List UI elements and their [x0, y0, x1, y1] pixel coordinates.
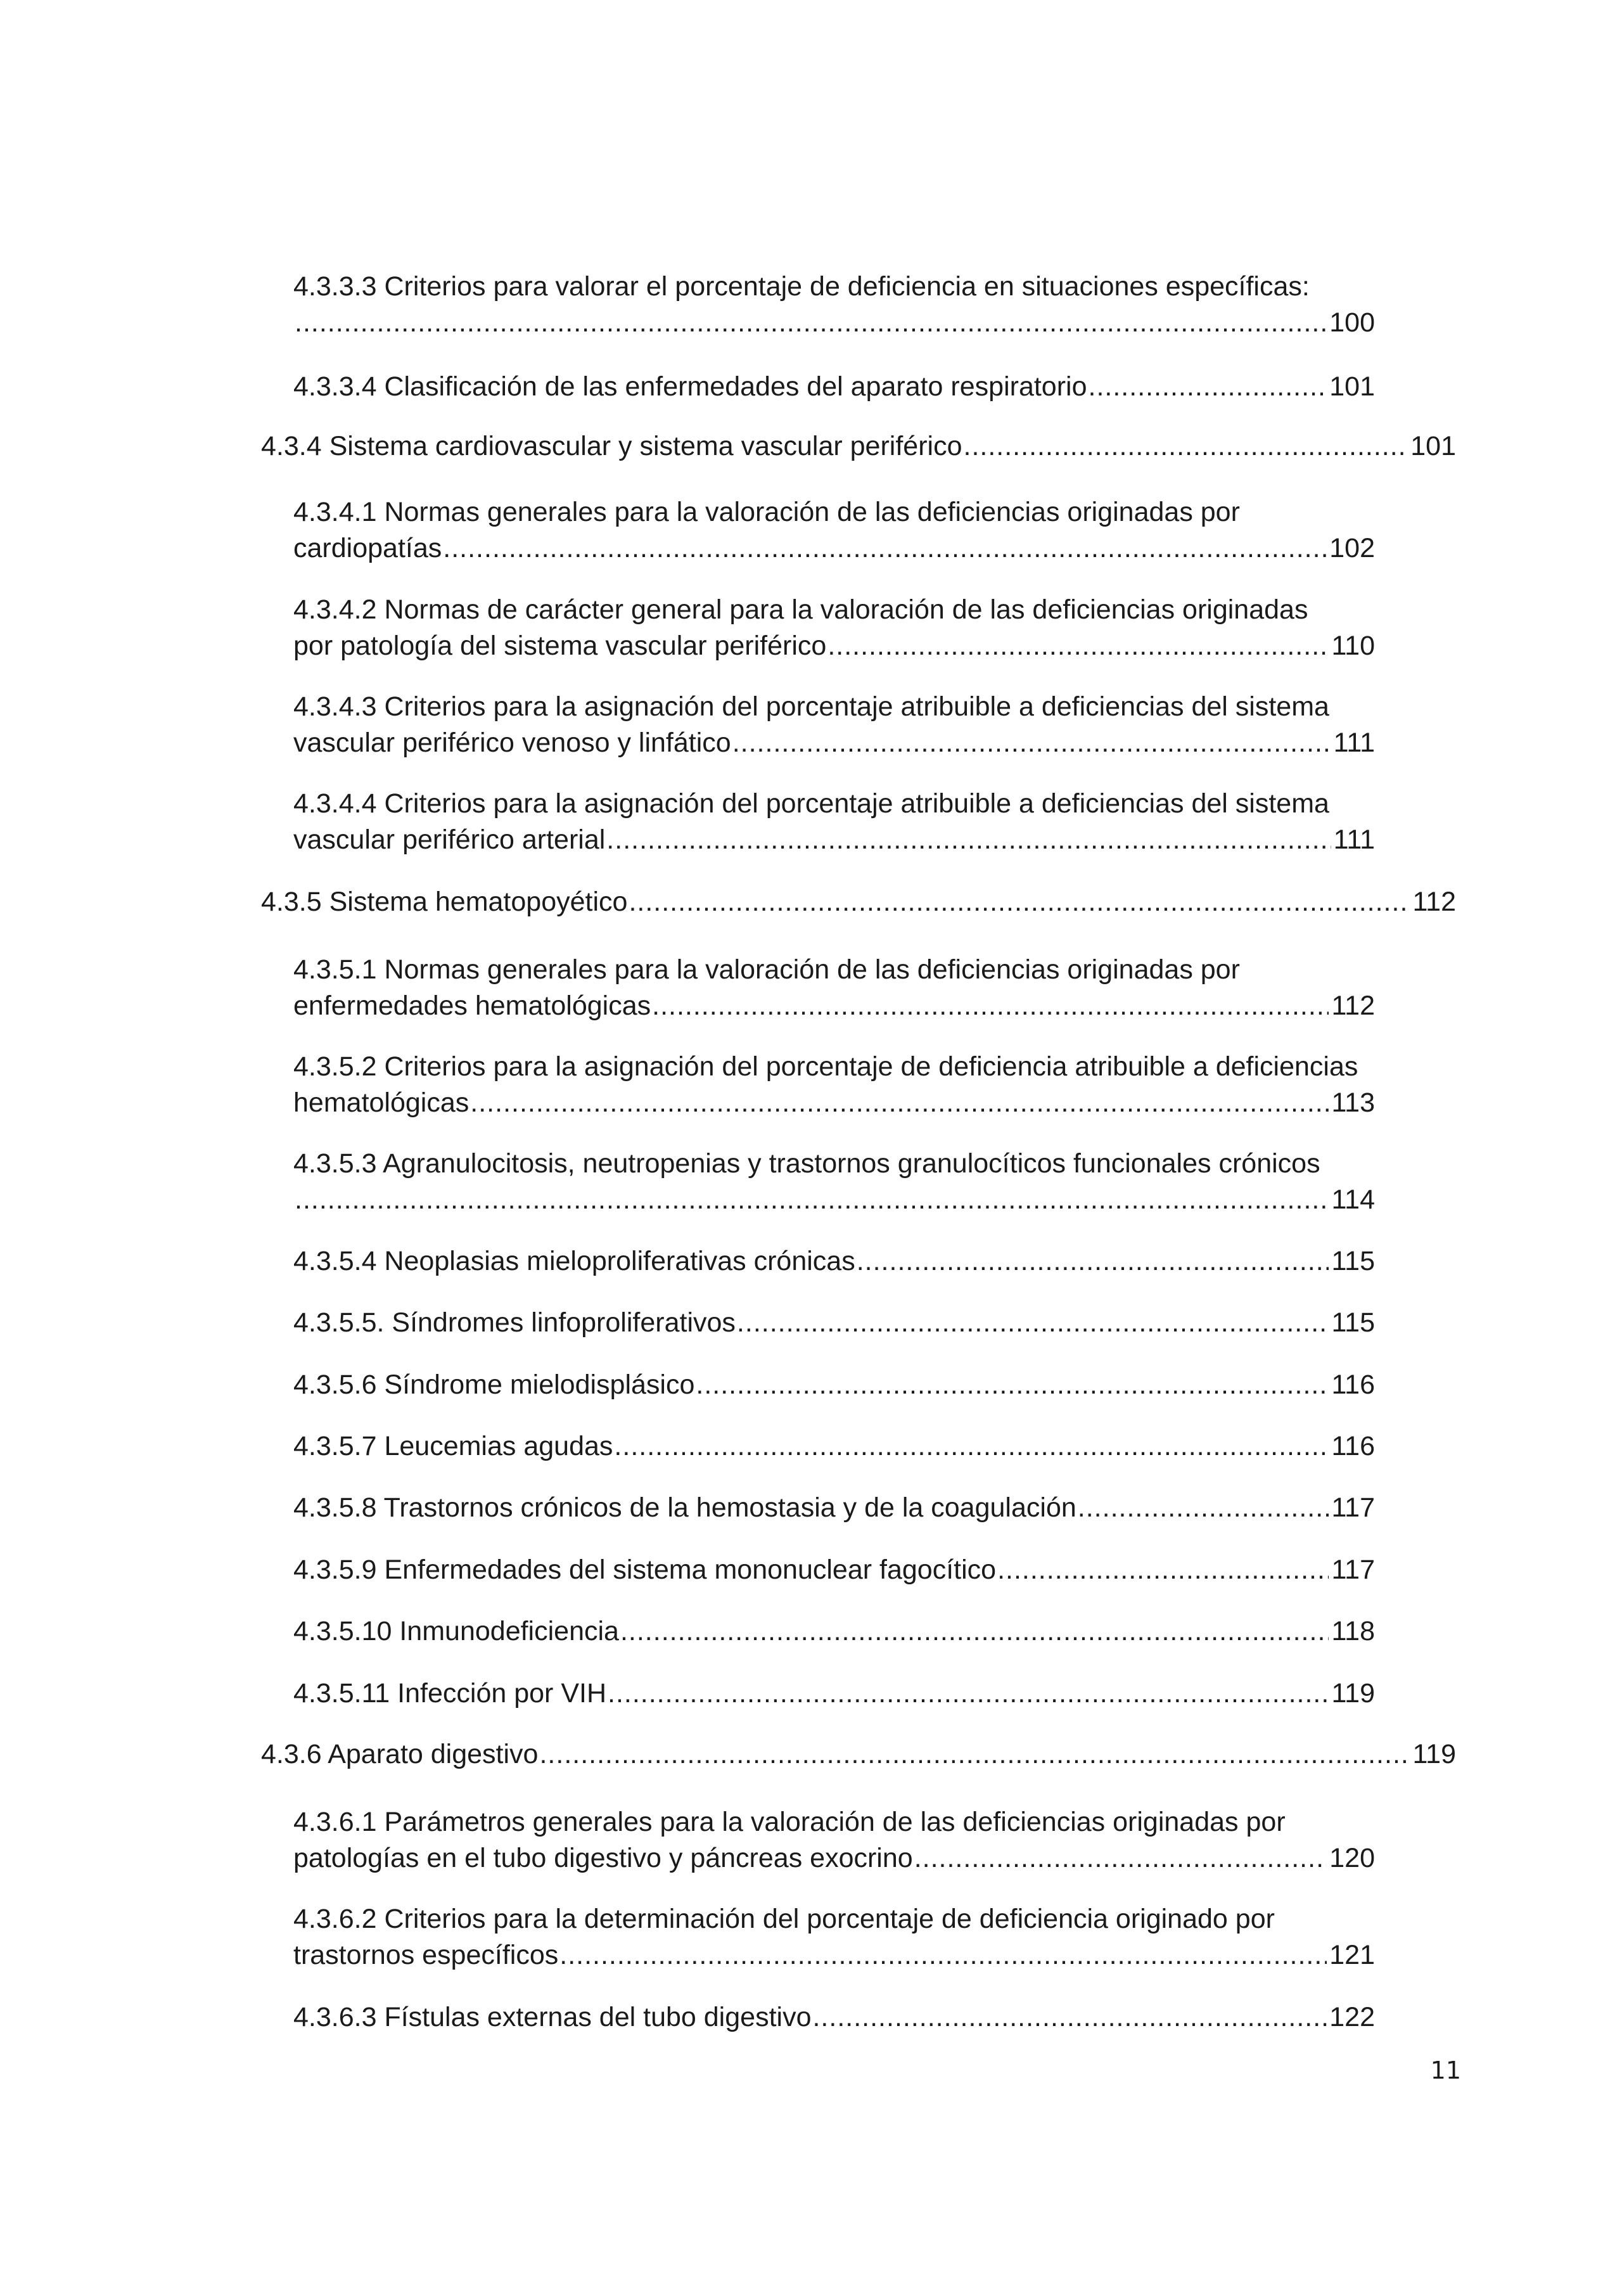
dot-leader	[608, 1676, 1329, 1712]
toc-entry	[293, 1999, 1375, 2036]
toc-page-number: 110	[1331, 631, 1375, 661]
dot-leader	[629, 884, 1410, 920]
dot-leader	[470, 1085, 1329, 1121]
toc-page-number: 118	[1331, 1616, 1375, 1646]
toc-page-number: 102	[1329, 533, 1375, 563]
toc-entry-title: vascular periférico venoso y linfático	[293, 728, 731, 758]
toc-entry	[293, 269, 1375, 341]
toc-entry-title: hematológicas	[293, 1087, 469, 1118]
toc-page-number: 122	[1329, 2002, 1375, 2032]
toc-entry-title: enfermedades hematológicas	[293, 991, 651, 1021]
dot-leader	[539, 1736, 1410, 1773]
toc-entry	[293, 1367, 1375, 1403]
toc-entry-title-line: 4.3.3.3 Criterios para valorar el porcentaje de deficiencia en situaciones específicas:	[293, 271, 1310, 302]
toc-page-number: 111	[1333, 824, 1375, 855]
dot-leader	[696, 1367, 1329, 1403]
toc-page-number: 114	[1331, 1184, 1375, 1215]
toc-entry-title-line: 4.3.4.3 Criterios para la asignación del porcentaje atribuible a deficiencias del sistema	[293, 691, 1329, 722]
dot-leader	[443, 530, 1327, 567]
toc-entry	[293, 1552, 1375, 1588]
toc-page-number: 112	[1331, 991, 1375, 1021]
toc-page-number: 119	[1412, 1739, 1456, 1769]
dot-leader	[812, 1999, 1327, 2036]
toc-page-number: 120	[1329, 1843, 1375, 1873]
toc-entry-title: 4.3.5 Sistema hematopoyético	[261, 887, 628, 917]
dot-leader	[559, 1937, 1327, 1973]
toc-entry-title: 4.3.5.10 Inmunodeficiencia	[293, 1616, 619, 1646]
toc-page-number: 117	[1331, 1492, 1375, 1523]
dot-leader	[827, 628, 1329, 664]
toc-entry-title-line: 4.3.6.2 Criterios para la determinación del porcentaje de deficiencia originado por	[293, 1904, 1275, 1934]
toc-page-number: 101	[1329, 371, 1375, 402]
toc-page-number: 119	[1331, 1678, 1375, 1709]
toc-entry	[293, 1490, 1375, 1526]
dot-leader	[620, 1613, 1329, 1650]
toc-page-number: 112	[1412, 887, 1456, 917]
toc-page-number: 115	[1331, 1307, 1375, 1338]
toc-entry-title-line: 4.3.5.1 Normas generales para la valoración de las deficiencias originadas por	[293, 954, 1240, 985]
toc-entry-title: 4.3.5.7 Leucemias agudas	[293, 1431, 613, 1461]
dot-leader	[614, 1428, 1329, 1465]
toc-entry-title: 4.3.5.5. Síndromes linfoproliferativos	[293, 1307, 736, 1338]
toc-entry-title: patologías en el tubo digestivo y páncreas exocrino	[293, 1843, 913, 1873]
toc-entry-title-line: 4.3.6.1 Parámetros generales para la valoración de las deficiencias originadas por	[293, 1807, 1286, 1837]
toc-entry-title-line: 4.3.4.2 Normas de carácter general para la valoración de las deficiencias originadas	[293, 594, 1308, 625]
toc-entry	[293, 1146, 1375, 1218]
toc-page-number: 116	[1331, 1431, 1375, 1461]
toc-entry-title: 4.3.6 Aparato digestivo	[261, 1739, 539, 1769]
toc-entry-title: 4.3.5.8 Trastornos crónicos de la hemostasia y de la coagulación	[293, 1492, 1076, 1523]
toc-entry-title-line: 4.3.5.2 Criterios para la asignación del porcentaje de deficiencia atribuible a deficiencias	[293, 1051, 1358, 1082]
toc-entry-title: trastornos específicos	[293, 1940, 559, 1970]
toc-entry-title: 4.3.4 Sistema cardiovascular y sistema vascular periférico	[261, 431, 962, 461]
toc-entry-title: 4.3.5.11 Infección por VIH	[293, 1678, 606, 1709]
toc-entry	[293, 369, 1375, 405]
toc-entry	[293, 689, 1375, 761]
toc-entry-title: cardiopatías	[293, 533, 442, 563]
dot-leader	[964, 428, 1408, 465]
toc-entry-title-line: 4.3.4.1 Normas generales para la valoración de las deficiencias originadas por	[293, 497, 1240, 527]
toc-entry	[293, 952, 1375, 1024]
toc-entry	[293, 592, 1375, 664]
toc-page-number: 115	[1331, 1246, 1375, 1276]
page-number: 11	[1430, 2056, 1461, 2084]
toc-entry	[293, 1901, 1375, 1973]
toc-entry-title: por patología del sistema vascular periférico	[293, 631, 827, 661]
toc-entry	[261, 428, 1456, 465]
dot-leader	[606, 822, 1331, 858]
toc-entry	[293, 786, 1375, 858]
toc-entry-title-line: 4.3.4.4 Criterios para la asignación del porcentaje atribuible a deficiencias del sistema	[293, 788, 1329, 819]
toc-page-number: 101	[1410, 431, 1456, 461]
toc-entry	[293, 1049, 1375, 1121]
toc-page-number: 111	[1333, 728, 1375, 758]
dot-leader	[1078, 1490, 1329, 1526]
toc-entry	[293, 1243, 1375, 1279]
toc-entry	[293, 1305, 1375, 1341]
toc-entry-title: 4.3.3.4 Clasificación de las enfermedades del aparato respiratorio	[293, 371, 1087, 402]
toc-page-number: 117	[1331, 1555, 1375, 1585]
toc-entry	[293, 494, 1375, 567]
dot-leader	[737, 1305, 1329, 1341]
toc-page-number: 121	[1329, 1940, 1375, 1970]
dot-leader	[732, 725, 1331, 761]
toc-entry-title: 4.3.5.4 Neoplasias mieloproliferativas crónicas	[293, 1246, 855, 1276]
dot-leader	[295, 1182, 1329, 1218]
toc-page-number: 113	[1331, 1087, 1375, 1118]
dot-leader	[295, 305, 1327, 341]
toc-page-number: 116	[1331, 1369, 1375, 1400]
dot-leader	[652, 988, 1329, 1024]
toc-page-number: 100	[1329, 307, 1375, 338]
toc-entry-title: vascular periférico arterial	[293, 824, 606, 855]
toc-entry-title: 4.3.5.6 Síndrome mielodisplásico	[293, 1369, 695, 1400]
toc-entry-title: 4.3.5.9 Enfermedades del sistema mononuclear fagocítico	[293, 1555, 997, 1585]
toc-entry	[261, 1736, 1456, 1773]
toc-entry	[293, 1804, 1375, 1876]
toc-entry	[293, 1676, 1375, 1712]
toc-entry	[293, 1428, 1375, 1465]
toc-entry	[293, 1613, 1375, 1650]
toc-entry-title-line: 4.3.5.3 Agranulocitosis, neutropenias y trastornos granulocíticos funcionales crónicos	[293, 1148, 1320, 1179]
dot-leader	[997, 1552, 1329, 1588]
dot-leader	[914, 1840, 1327, 1876]
dot-leader	[1089, 369, 1327, 405]
toc-entry	[261, 884, 1456, 920]
dot-leader	[857, 1243, 1329, 1279]
toc-entry-title: 4.3.6.3 Fístulas externas del tubo digestivo	[293, 2002, 812, 2032]
